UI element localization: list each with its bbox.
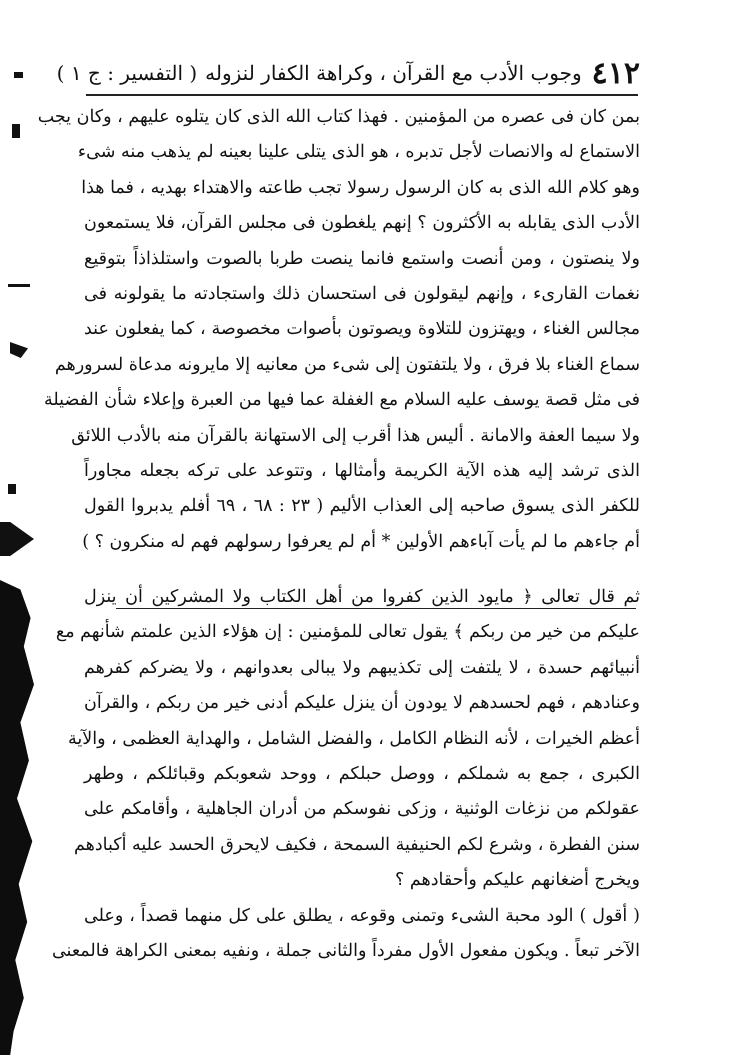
paragraph [51, 899, 640, 970]
page-number: ٤١٢ [591, 55, 640, 91]
text-line: نغمات القارىء ، وإنهم ليقولون فى استحسان ذلك واستجادته ما يقولونه فى [84, 283, 640, 304]
text-line: عقولكم من نزغات الوثنية ، وزكى نفوسكم من أدران الجاهلية ، وأقامكم على [84, 799, 640, 820]
text-line: ( أقول ) الود محبة الشىء وتمنى وقوعه ، يطلق على كل منهما قصداً ، وعلى [84, 905, 640, 926]
text-line: أعظم الخيرات ، لأنه النظام الكامل ، والفضل الشامل ، والهداية العظمى ، والآية [68, 728, 640, 749]
paragraph [55, 580, 640, 899]
scan-mark [8, 484, 16, 494]
text-line: ولا سيما العفة والامانة . أليس هذا أقرب إلى الاستهانة بالقرآن منه بالأدب اللائق [71, 425, 640, 446]
text-line: للكفر الذى يسوق صاحبه إلى العذاب الأليم ( ٢٣ : ٦٨ ، ٦٩ أفلم يدبروا القول [84, 496, 641, 517]
section-rule [116, 608, 636, 609]
text-line: أم جاءهم ما لم يأت آباءهم الأولين * أم لم يعرفوا رسولهم فهم له منكرون ؟ ) [82, 531, 640, 552]
text-line: الآخر تبعاً . ويكون مفعول الأول مفرداً والثانى جملة ، ونفيه بمعنى الكراهة فالمعنى [51, 940, 640, 961]
text-line: الذى ترشد إليه هذه الآية الكريمة وأمثالها ، وتتوعد على تركه بجعله مجاوراً [84, 460, 640, 481]
text-line: عليكم من خير من ربكم ﴾ يقول تعالى للمؤمنين : إن هؤلاء الذين علمتم شأنهم مع [55, 622, 640, 643]
text-line: بمن كان فى عصره من المؤمنين . فهذا كتاب الله الذى كان يتلوه عليهم ، وكان يجب [37, 107, 640, 127]
running-header [56, 52, 640, 94]
scan-mark [8, 284, 30, 287]
text-line: ثم قال تعالى ﴿ مايود الذين كفروا من أهل الكتاب ولا المشركين أن ينزل [84, 587, 640, 608]
section-gap [84, 560, 640, 580]
header-rule [86, 94, 638, 96]
header-title: وجوب الأدب مع القرآن ، وكراهة الكفار لنزوله [205, 61, 582, 85]
scan-mark [0, 522, 34, 556]
text-line: سنن الفطرة ، وشرع لكم الحنيفية السمحة ، فكيف لايحرق الحسد عليه أكبادهم [73, 834, 640, 855]
page-body [37, 100, 641, 969]
text-line: ويخرج أضغانهم عليكم وأحقادهم ؟ [395, 870, 640, 891]
paragraph [37, 100, 641, 560]
text-line: وعنادهم ، فهم لحسدهم لا يودون أن ينزل عليكم أدنى خير من ربكم ، والقرآن [84, 693, 640, 714]
text-line: وهو كلام الله الذى به كان الرسول رسولا تجب طاعته والاهتداء بهديه ، فما هذا [81, 177, 640, 198]
text-line: مجالس الغناء ، ويهتزون للتلاوة ويصوتون بأصوات مخصوصة ، كما يفعلون عند [84, 319, 640, 340]
text-line: الاستماع له والانصات لأجل تدبره ، هو الذى يتلى علينا بعينه لم يذهب منه شىء [77, 142, 640, 163]
text-line: سماع الغناء بلا فرق ، ولا يلتفتون إلى شىء من معانيه إلا مايرونه مدعاة لسرورهم [54, 354, 640, 375]
text-line: فى مثل قصة يوسف عليه السلام مع الغفلة عما فيها من العبرة وإعلاء شأن الفضيلة [43, 390, 640, 411]
text-line: الكبرى ، جمع به شملكم ، ووصل حبلكم ، ووحد شعوبكم وقبائلكم ، وطهر [84, 764, 640, 785]
text-line: الأدب الذى يقابله به الأكثرون ؟ إنهم يلغطون فى مجلس القرآن، فلا يستمعون [84, 213, 640, 234]
header-volume: ( التفسير : ج ١ ) [56, 61, 198, 85]
scan-mark [14, 72, 23, 78]
text-line: ولا ينصتون ، ومن أنصت واستمع فانما ينصت طربا بالصوت واستلذاذاً بتوقيع [84, 248, 640, 269]
scan-edge-shadow [0, 580, 34, 1055]
text-line: أنبيائهم حسدة ، لا يلتفت إلى تكذيبهم ولا يبالى بعدوانهم ، ولا يضركم كفرهم [84, 657, 640, 678]
scan-mark [12, 124, 20, 138]
scan-mark [10, 342, 28, 358]
